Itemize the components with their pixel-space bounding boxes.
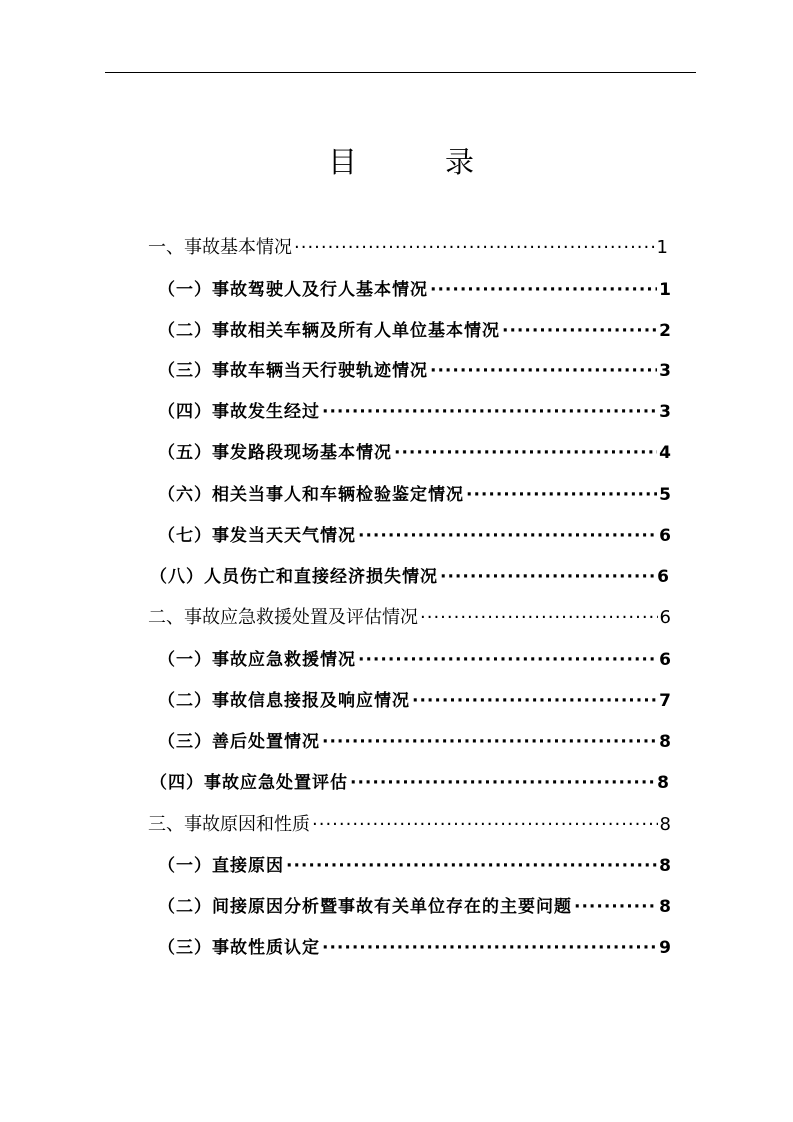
toc-entry-text: 三、事故原因和性质 — [148, 814, 310, 835]
toc-entry-text: （七）事发当天天气情况 — [158, 526, 356, 546]
toc-page-number: 9 — [659, 938, 672, 958]
toc-entry[interactable] — [158, 854, 672, 878]
toc-entry-text: 一、事故基本情况 — [148, 237, 292, 258]
toc-entry-text: （二）事故信息接报及响应情况 — [158, 691, 410, 711]
toc-leader — [322, 730, 657, 754]
toc-page-number: 1 — [656, 237, 668, 258]
toc-page-number: 7 — [659, 691, 672, 711]
toc-leader — [312, 813, 658, 837]
title-char-2: 录 — [445, 145, 475, 179]
toc-leader — [358, 648, 657, 672]
toc-page-number: 5 — [659, 485, 672, 505]
toc-leader — [574, 895, 657, 919]
toc-entry-text: （四）事故发生经过 — [158, 402, 320, 422]
toc-page-number: 8 — [659, 856, 672, 876]
toc-entry-text: （三）事故车辆当天行驶轨迹情况 — [158, 361, 428, 381]
toc-page-number: 6 — [659, 526, 672, 546]
toc-leader — [394, 441, 657, 465]
toc-leader — [286, 854, 657, 878]
toc-page-number: 6 — [657, 567, 670, 587]
toc-page-number: 8 — [659, 814, 671, 835]
toc-page-number: 2 — [659, 321, 672, 341]
toc-leader — [466, 483, 657, 507]
toc-leader — [322, 936, 657, 960]
toc-entry-text: （二）事故相关车辆及所有人单位基本情况 — [158, 321, 500, 341]
toc-leader — [294, 236, 655, 260]
toc-leader — [430, 359, 657, 383]
toc-entry[interactable] — [158, 936, 672, 960]
toc-page-number: 8 — [659, 897, 672, 917]
toc-page-number: 8 — [659, 732, 672, 752]
toc-entry[interactable] — [158, 895, 672, 919]
toc-entry[interactable] — [158, 359, 672, 383]
toc-entry-text: （三）事故性质认定 — [158, 938, 320, 958]
toc-leader — [502, 319, 657, 343]
toc-entry-text: （五）事发路段现场基本情况 — [158, 443, 392, 463]
toc-leader — [430, 278, 657, 302]
toc-entry[interactable] — [148, 606, 671, 630]
toc-entry[interactable] — [158, 648, 672, 672]
toc-entry[interactable] — [158, 441, 672, 465]
toc-entry[interactable] — [148, 813, 671, 837]
toc-entry[interactable] — [148, 236, 668, 260]
toc-entry-text: 二、事故应急救援处置及评估情况 — [148, 607, 418, 628]
toc-entry-text: （六）相关当事人和车辆检验鉴定情况 — [158, 485, 464, 505]
toc-leader — [440, 565, 655, 589]
toc-entry-text: （三）善后处置情况 — [158, 732, 320, 752]
toc-entry-text: （一）事故应急救援情况 — [158, 650, 356, 670]
toc-entry-text: （一）直接原因 — [158, 856, 284, 876]
toc-page-number: 8 — [657, 773, 670, 793]
toc-page-number: 3 — [659, 402, 672, 422]
toc-leader — [322, 400, 657, 424]
toc-entry[interactable] — [158, 400, 672, 424]
toc-entry[interactable] — [158, 319, 672, 343]
toc-leader — [412, 689, 657, 713]
title-char-1: 目 — [328, 145, 358, 179]
toc-entry[interactable] — [158, 689, 672, 713]
toc-entry[interactable] — [158, 483, 672, 507]
toc-entry[interactable] — [158, 730, 672, 754]
toc-entry-text: （八）人员伤亡和直接经济损失情况 — [150, 567, 438, 587]
toc-leader — [358, 524, 657, 548]
toc-page-number: 3 — [659, 361, 672, 381]
toc-page-number: 6 — [659, 650, 672, 670]
toc-page-number: 6 — [659, 607, 671, 628]
toc-entry-text: （四）事故应急处置评估 — [150, 773, 348, 793]
toc-page-number: 1 — [659, 280, 672, 300]
toc-entry-text: （二）间接原因分析暨事故有关单位存在的主要问题 — [158, 897, 572, 917]
toc-entry-text: （一）事故驾驶人及行人基本情况 — [158, 280, 428, 300]
toc-entry[interactable] — [150, 565, 670, 589]
toc-leader — [420, 606, 658, 630]
toc-entry[interactable] — [158, 278, 672, 302]
toc-page-number: 4 — [659, 443, 672, 463]
toc-leader — [350, 771, 655, 795]
toc-entry[interactable] — [158, 524, 672, 548]
toc-entry[interactable] — [150, 771, 670, 795]
